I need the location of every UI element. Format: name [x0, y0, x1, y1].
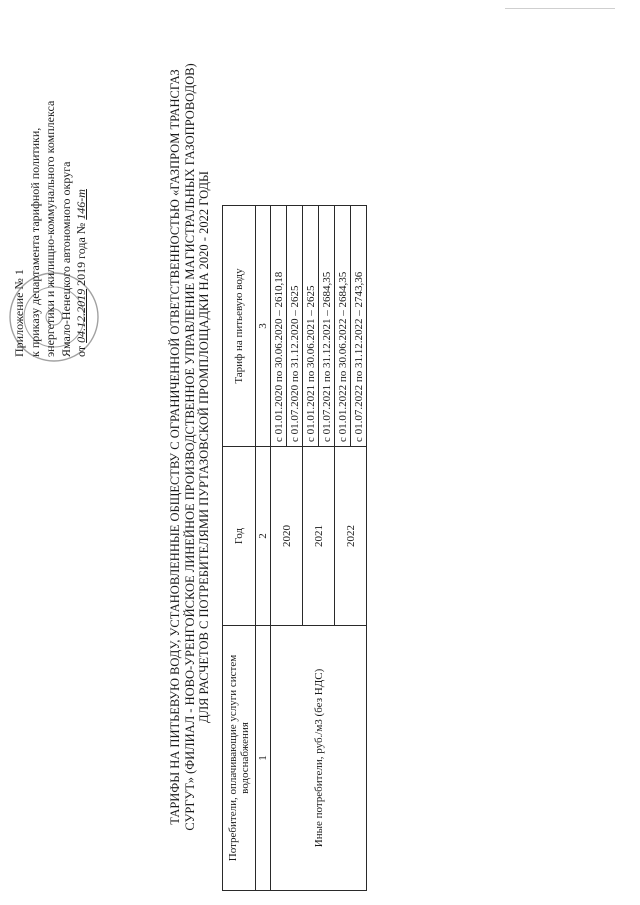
header-year: Год — [223, 447, 256, 626]
approval-line: Ямало-Ненецкого автономного округа — [58, 161, 73, 357]
order-number: 146-т — [74, 189, 88, 220]
tariff-table — [222, 205, 367, 891]
tariff-cell: с 01.01.2022 по 30.06.2022 – 2684,35 — [335, 206, 351, 447]
approval-line: Приложение № 1 — [12, 269, 26, 357]
table-index-row: 1 2 3 — [256, 206, 271, 891]
consumer-cell: Иные потребители, руб./м3 (без НДС) — [271, 626, 367, 891]
title-line: ТАРИФЫ НА ПИТЬЕВУЮ ВОДУ, УСТАНОВЛЕННЫЕ ОБЩЕСТВУ С ОГРАНИЧЕННОЙ ОТВЕТСТВЕННОСТЬЮ «ГАЗПРОМ ТРАНСГАЗ — [168, 69, 182, 825]
tariff-cell: с 01.07.2022 по 31.12.2022 – 2743,36 — [351, 206, 367, 447]
year-cell: 2021 — [303, 447, 335, 626]
table-row — [271, 206, 287, 891]
approval-block — [12, 17, 90, 357]
approval-line: энергетики и жилищно-коммунального комплекса — [43, 100, 57, 357]
title-line: ДЛЯ РАСЧЕТОВ С ПОТРЕБИТЕЛЯМИ ПУРТАЗОВСКОЙ ПРОМПЛОЩАДКИ НА 2020 - 2022 ГОДЫ — [197, 171, 211, 723]
year-cell: 2020 — [271, 447, 303, 626]
tariff-cell: с 01.07.2021 по 31.12.2021 – 2684,35 — [319, 206, 335, 447]
approval-date: 04.12.2019 — [74, 288, 88, 343]
table-header-row — [223, 206, 256, 891]
header-tariff: Тариф на питьевую воду — [223, 206, 256, 447]
tariff-cell: с 01.01.2020 по 30.06.2020 – 2610,18 — [271, 206, 287, 447]
tariff-cell: с 01.07.2020 по 31.12.2020 – 2625 — [287, 206, 303, 447]
year-cell: 2022 — [335, 447, 367, 626]
tariff-cell: с 01.01.2021 по 30.06.2021 – 2625 — [303, 206, 319, 447]
approval-date-line: от 04.12.2019 2019 года № 146-т — [74, 189, 88, 357]
title-line: СУРГУТ» (ФИЛИАЛ - НОВО-УРЕНГОЙСКОЕ ЛИНЕЙНОЕ ПРОИЗВОДСТВЕННОЕ УПРАВЛЕНИЕ МАГИСТРАЛЬНЫХ ГАЗОПРОВОДОВ) — [182, 63, 197, 831]
approval-line: к приказу департамента тарифной политики, — [27, 127, 42, 357]
document-title — [168, 17, 212, 877]
header-consumers: Потребители, оплачивающие услуги систем водоснабжения — [223, 626, 256, 891]
